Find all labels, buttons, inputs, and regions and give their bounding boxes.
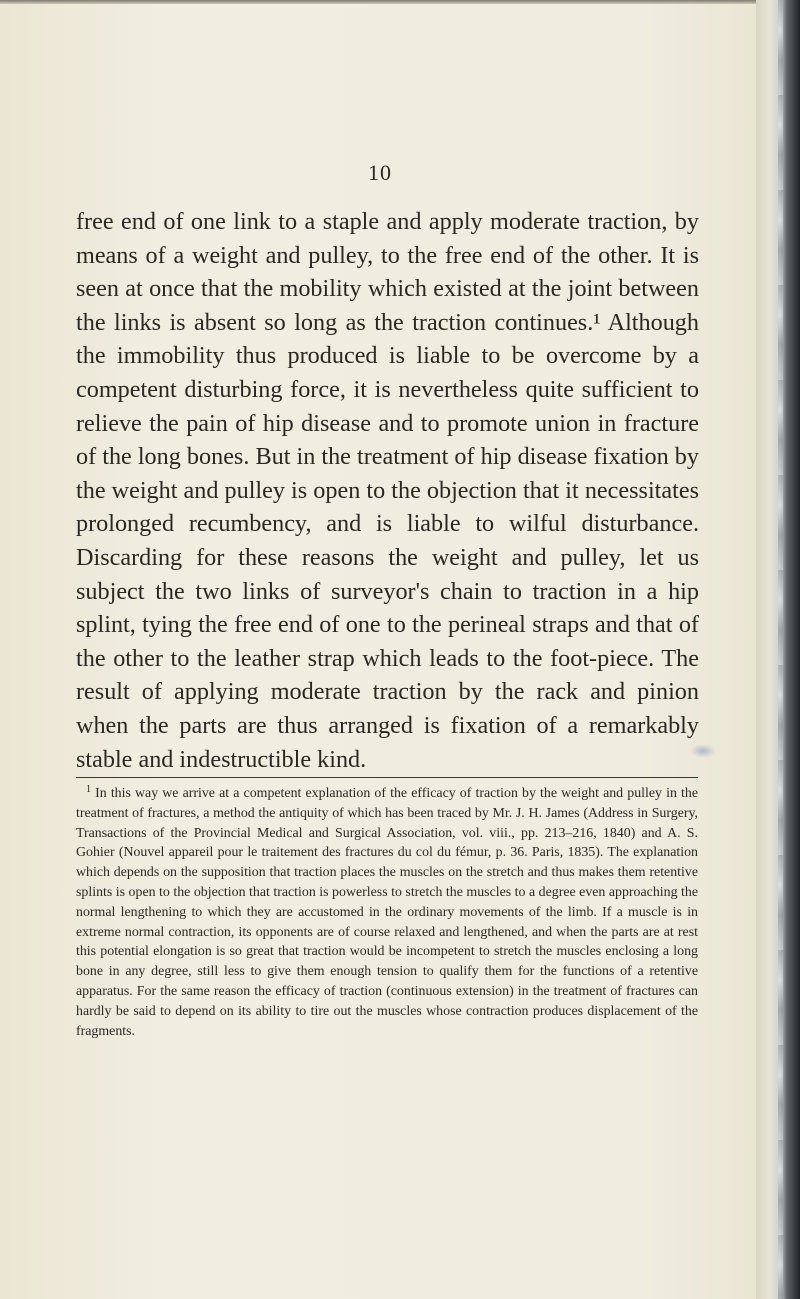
footnote-marker: 1 (86, 784, 91, 795)
footnote (76, 784, 698, 1041)
page-top-edge (0, 0, 760, 4)
footnote-text: In this way we arrive at a competent explanation of the efficacy of traction by the weight and pulley in the treatment of fractures, a method the antiquity of which has been traced by Mr. J. H. James (Address in Surgery, Transactions of the Provincial Medical and Surgical Association, vol. viii., pp. 213–216, 1840) and A. S. Gohier (Nouvel appareil pour le traitement des fractures du col du fémur, p. 36. Paris, 1835). The explanation which depends on the supposition that traction places the muscles on the stretch and thus makes them retentive splints is open to the objection that traction is powerless to stretch the muscles to a degree even approaching the normal lengthening to which they are accustomed in the ordinary movements of the limb. If a muscle is in extreme normal contraction, its opponents are of course relaxed and lengthened, and when the parts are at rest this potential elongation is so great that traction would be incompetent to stretch the muscles enclosing a long bone in any degree, still less to give them enough tension to qualify them for the functions of a retentive apparatus. For the same reason the efficacy of traction (continuous extension) in the treatment of fractures can hardly be said to depend on its ability to tire out the muscles whose contraction produces displacement of the fragments. (76, 786, 698, 1039)
book-binding-edge (756, 0, 800, 1299)
body-paragraph: free end of one link to a staple and apply moderate traction, by means of a weight and pulley, to the free end of the other. It is seen at once that the mobility which existed at the joint between the links is absent so long as the traction continues.¹ Although the immobility thus produced is liable to be overcome by a competent disturbing force, it is nevertheless quite sufficient to relieve the pain of hip disease and to promote union in fracture of the long bones. But in the treatment of hip disease fixation by the weight and pulley is open to the objection that it necessitates prolonged recumbency, and is liable to wilful disturbance. Discarding for these reasons the weight and pulley, let us subject the two links of surveyor's chain to traction in a hip splint, tying the free end of one to the perineal straps and that of the other to the leather strap which leads to the foot-piece. The result of applying moderate traction by the rack and pinion when the parts are thus arranged is fixation of a remarkably stable and indestructible kind. (76, 208, 699, 773)
footnote-divider (76, 777, 698, 778)
page-number: 10 (368, 160, 392, 185)
ink-smudge (690, 744, 716, 758)
